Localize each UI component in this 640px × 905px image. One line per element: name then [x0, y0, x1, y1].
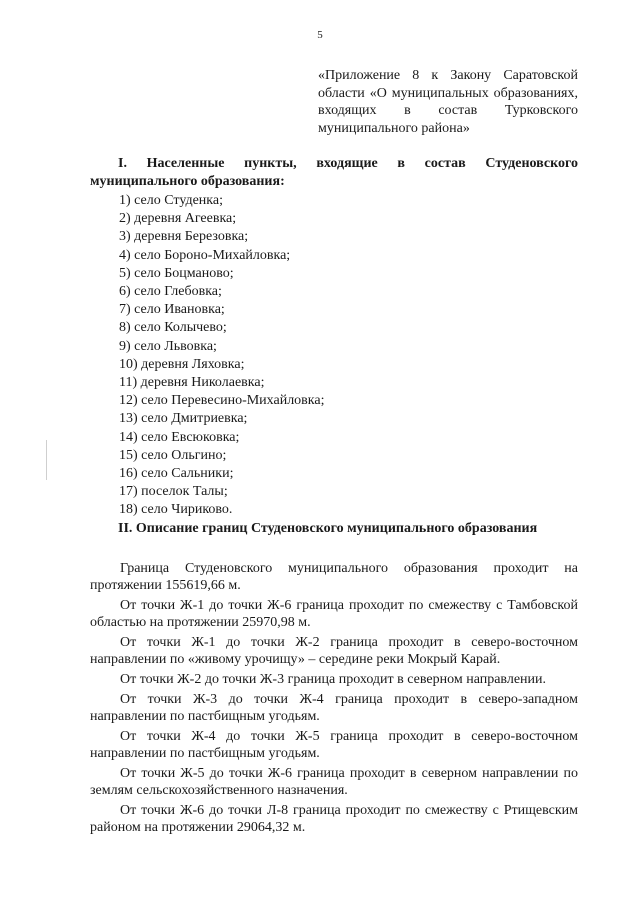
boundary-description: [90, 560, 578, 836]
list-item: 9) село Львовка;: [119, 338, 217, 354]
paragraph: От точки Ж-3 до точки Ж-4 граница проходит в северо-западном направлении по пастбищным угодьям.: [90, 692, 578, 724]
list-item: 4) село Бороно-Михайловка;: [119, 247, 291, 263]
section-2-title: II. Описание границ Студеновского муниципального образования: [118, 521, 538, 536]
list-item: 2) деревня Агеевка;: [119, 211, 237, 227]
paragraph: От точки Ж-1 до точки Ж-6 граница проходит по смежеству с Тамбовской областью на протяжении 25970,98 м.: [90, 598, 578, 630]
list-item: 5) село Боцманово;: [119, 265, 234, 281]
paragraph: От точки Ж-5 до точки Ж-6 граница проходит в северном направлении по землям сельскохозяйственного назначения.: [90, 766, 578, 798]
paragraph: От точки Ж-6 до точки Л-8 граница проходит по смежеству с Ртищевским районом на протяжении 29064,32 м.: [90, 803, 578, 835]
appendix-note: «Приложение 8 к Закону Саратовской области «О муниципальных образованиях, входящих в состав Турковского муниципального района»: [318, 68, 578, 136]
list-item: 12) село Перевесино-Михайловка;: [119, 393, 325, 409]
list-item: 17) поселок Талы;: [119, 484, 228, 500]
page-number: 5: [317, 29, 323, 41]
section-1-title: I. Населенные пункты, входящие в состав Студеновского муниципального образования:: [90, 156, 578, 189]
paragraph: От точки Ж-2 до точки Ж-3 граница проходит в северном направлении.: [120, 672, 547, 687]
list-item: 13) село Дмитриевка;: [119, 411, 248, 427]
scan-margin-mark: [46, 440, 47, 480]
list-item: 3) деревня Березовка;: [119, 229, 249, 245]
list-item: 15) село Ольгино;: [119, 447, 227, 463]
list-item: 11) деревня Николаевка;: [119, 375, 265, 391]
paragraph: Граница Студеновского муниципального образования проходит на протяжении 155619,66 м.: [90, 561, 578, 593]
list-item: 7) село Ивановка;: [119, 302, 225, 318]
list-item: 10) деревня Ляховка;: [119, 356, 245, 372]
list-item: 14) село Евсюковка;: [119, 429, 240, 445]
list-item: 1) село Студенка;: [119, 193, 223, 208]
list-item: 8) село Колычево;: [119, 320, 227, 336]
settlements-list: [119, 192, 325, 520]
list-item: 18) село Чириково.: [119, 502, 233, 518]
list-item: 6) село Глебовка;: [119, 284, 222, 300]
paragraph: От точки Ж-4 до точки Ж-5 граница проходит в северо-восточном направлении по пастбищным угодьям.: [90, 729, 578, 761]
list-item: 16) село Сальники;: [119, 466, 234, 482]
paragraph: От точки Ж-1 до точки Ж-2 граница проходит в северо-восточном направлении по «живому урочищу» – середине реки Мокрый Карай.: [90, 635, 578, 667]
